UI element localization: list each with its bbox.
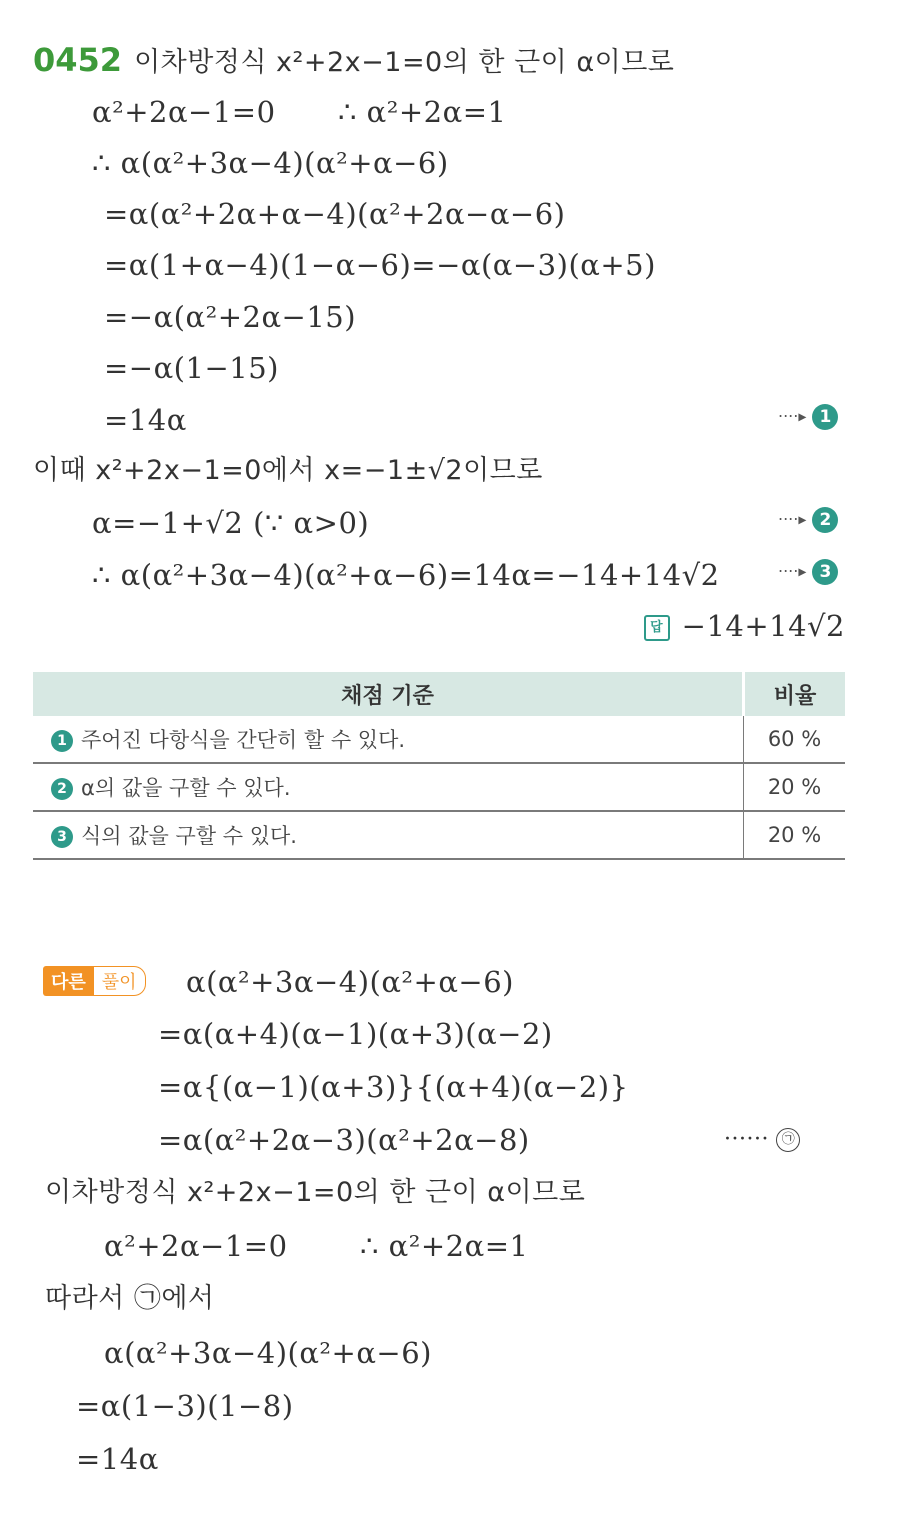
- step-number-icon: 1: [812, 404, 838, 430]
- alt-condition-left: α²+2α−1=0: [104, 1229, 288, 1263]
- solution-step-2: =α(α²+2α+α−4)(α²+2α−α−6): [104, 197, 566, 231]
- alt-line-4-marker: [724, 1120, 800, 1160]
- conclusion-line: ∴ α(α²+3α−4)(α²+α−6)=14α=−14+14√2: [92, 558, 720, 592]
- solution-step-6: =14α: [104, 403, 187, 437]
- step-marker-2: [778, 507, 838, 533]
- ratio-value: 20 %: [744, 763, 846, 811]
- step-marker-3: [778, 559, 838, 585]
- badge-part-2: 풀이: [94, 966, 146, 996]
- ratio-header: 비율: [744, 672, 846, 716]
- answer-icon: 답: [644, 615, 670, 641]
- table-row: [33, 811, 845, 859]
- criterion-number-icon: 1: [51, 730, 73, 752]
- criterion-text: 주어진 다항식을 간단히 할 수 있다.: [81, 728, 406, 752]
- arrow-dots-icon: ····▸: [778, 509, 807, 529]
- intro-text: 이차방정식 x²+2x−1=0의 한 근이 α이므로: [134, 47, 675, 78]
- criterion-header: 채점 기준: [33, 672, 744, 716]
- therefore-text: 따라서 ㉠에서: [45, 1283, 215, 1314]
- criterion-number-icon: 2: [51, 778, 73, 800]
- alt-line-2: =α(α+4)(α−1)(α+3)(α−2): [158, 1017, 553, 1051]
- ref-symbol-icon: ㉠: [776, 1128, 800, 1152]
- solution-step-5: =−α(1−15): [104, 351, 279, 385]
- alt-intro: 이차방정식 x²+2x−1=0의 한 근이 α이므로: [45, 1177, 586, 1208]
- alt-condition-right: ∴ α²+2α=1: [360, 1229, 529, 1263]
- alt-line-3: =α{(α−1)(α+3)}{(α+4)(α−2)}: [158, 1070, 629, 1104]
- problem-header: [33, 40, 674, 83]
- solution-step-4: =−α(α²+2α−15): [104, 300, 357, 334]
- solution-step-1: ∴ α(α²+3α−4)(α²+α−6): [92, 146, 449, 180]
- arrow-dots-icon: ····▸: [778, 561, 807, 581]
- ratio-value: 60 %: [744, 716, 846, 763]
- step-number-icon: 3: [812, 559, 838, 585]
- alt-line-5: α(α²+3α−4)(α²+α−6): [104, 1336, 432, 1370]
- alt-line-4: =α(α²+2α−3)(α²+2α−8): [158, 1123, 530, 1157]
- grading-table: [33, 672, 845, 860]
- table-row: [33, 716, 845, 763]
- condition-left: α²+2α−1=0: [92, 95, 276, 129]
- root-line: 이때 x²+2x−1=0에서 x=−1±√2이므로: [33, 455, 543, 486]
- alpha-value: α=−1+√2 (∵ α>0): [92, 506, 370, 540]
- alt-line-7: =14α: [76, 1442, 159, 1476]
- problem-number: 0452: [33, 41, 123, 79]
- table-row: [33, 763, 845, 811]
- badge-part-1: 다른: [43, 966, 94, 996]
- step-marker-1: [778, 404, 838, 430]
- condition-right: ∴ α²+2α=1: [338, 95, 507, 129]
- step-number-icon: 2: [812, 507, 838, 533]
- criterion-text: 식의 값을 구할 수 있다.: [81, 824, 297, 848]
- alt-line-1: α(α²+3α−4)(α²+α−6): [186, 965, 514, 999]
- criterion-number-icon: 3: [51, 826, 73, 848]
- dots: ······: [724, 1127, 769, 1152]
- final-answer: [644, 606, 845, 646]
- solution-step-3: =α(1+α−4)(1−α−6)=−α(α−3)(α+5): [104, 248, 656, 282]
- criterion-text: α의 값을 구할 수 있다.: [81, 776, 291, 800]
- answer-value: −14+14√2: [681, 609, 845, 643]
- alt-solution-badge: [43, 966, 146, 996]
- ratio-value: 20 %: [744, 811, 846, 859]
- arrow-dots-icon: ····▸: [778, 406, 807, 426]
- alt-line-6: =α(1−3)(1−8): [76, 1389, 294, 1423]
